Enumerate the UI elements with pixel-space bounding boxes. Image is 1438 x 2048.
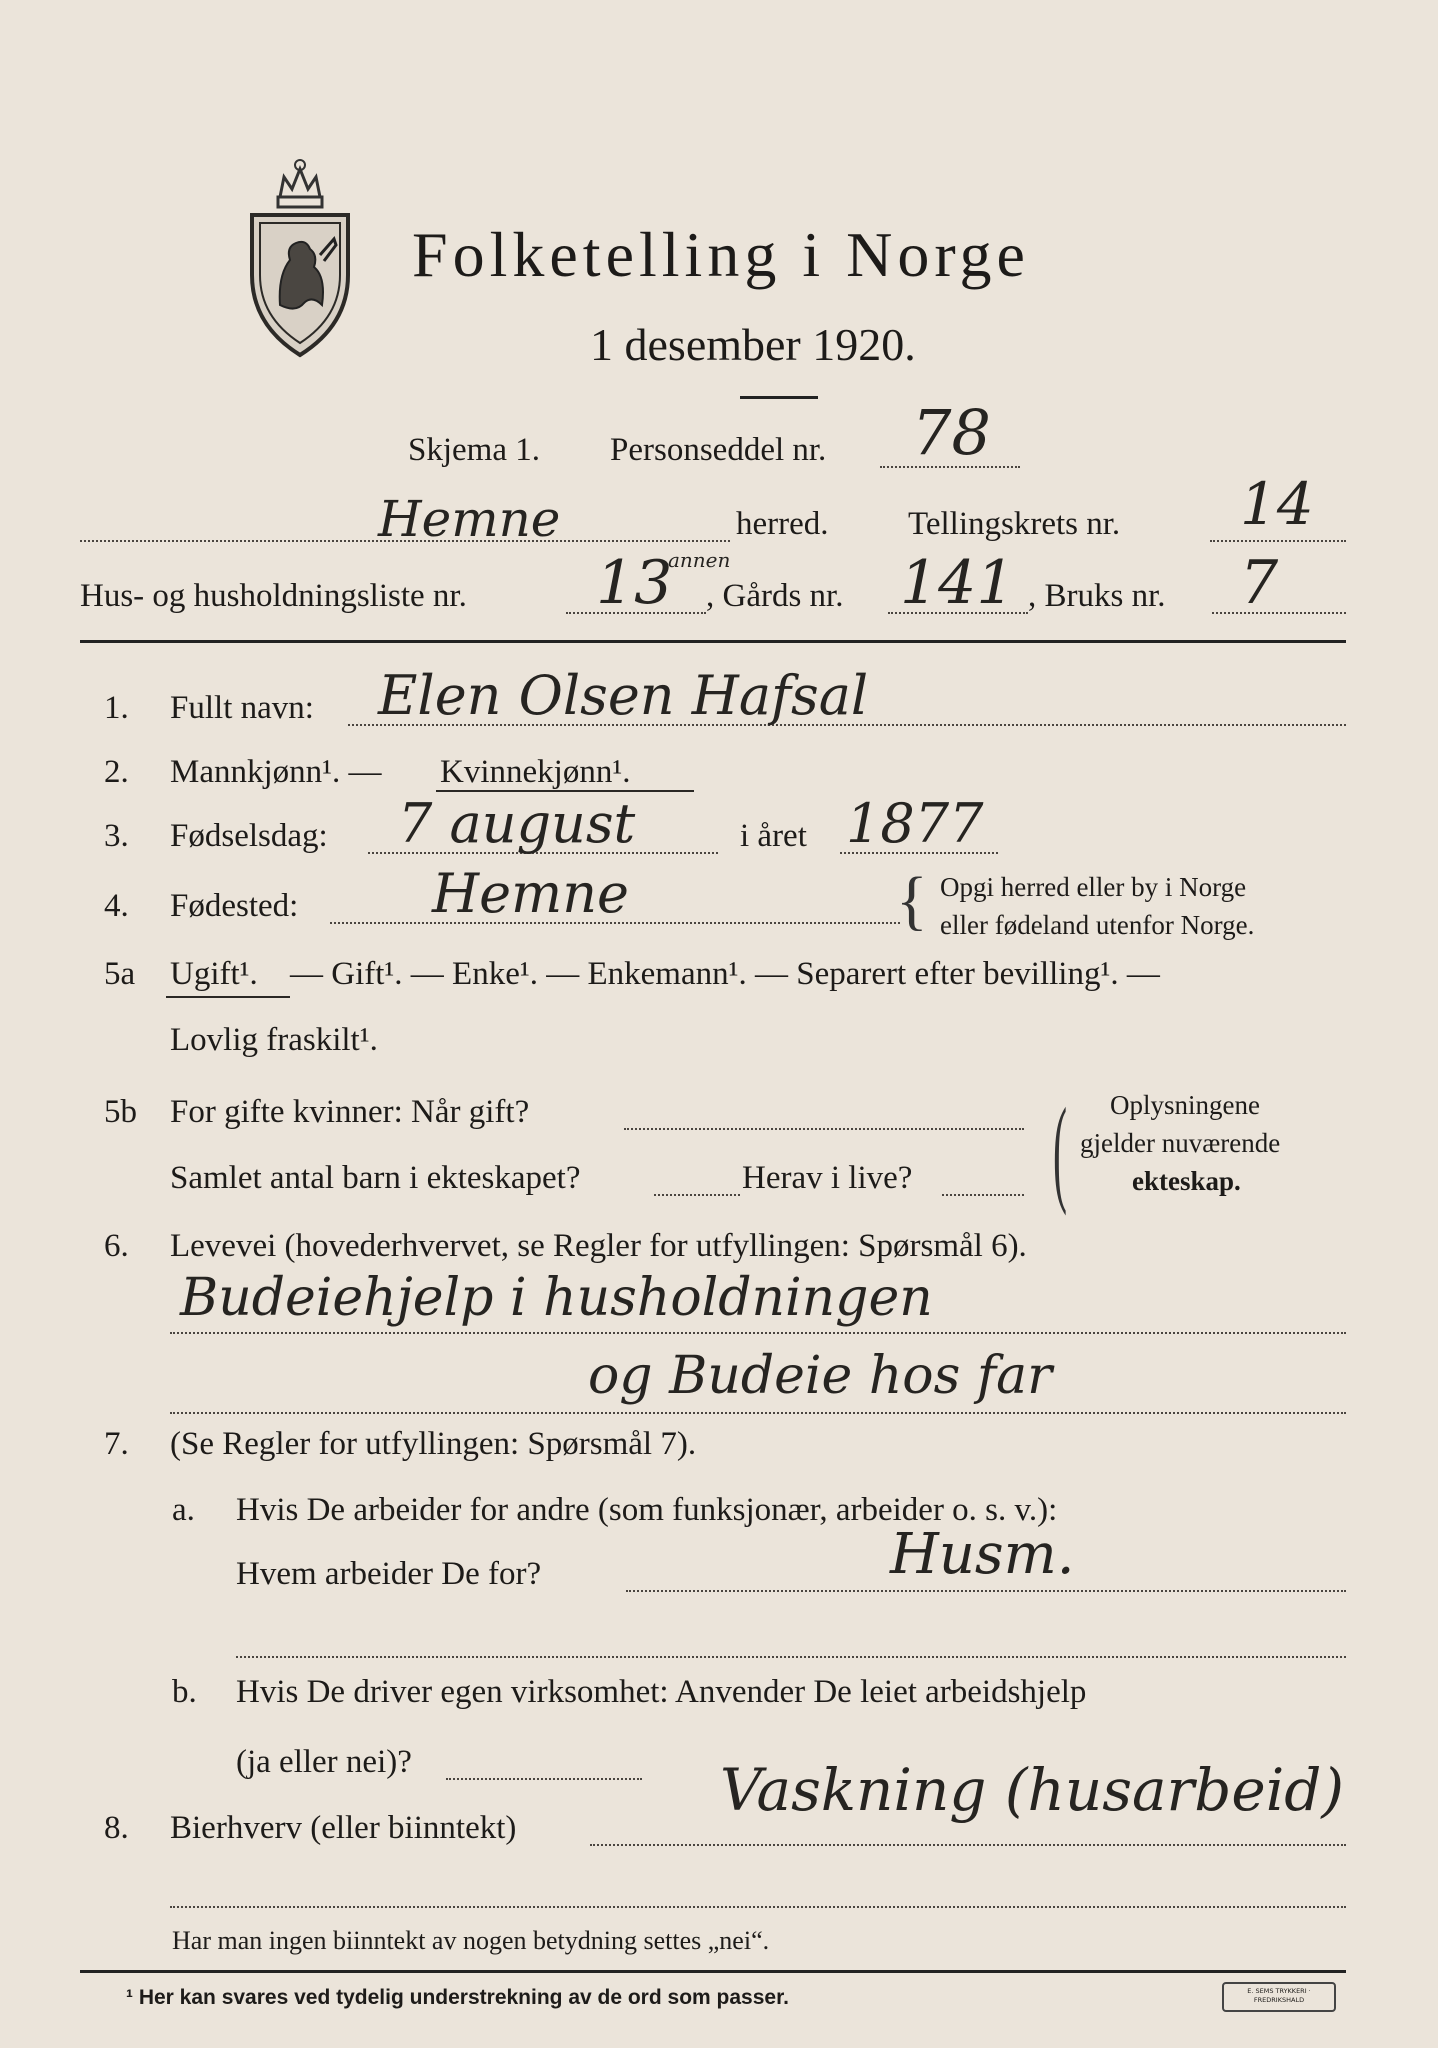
tellingskrets-value: 14 — [1240, 470, 1314, 538]
personseddel-label: Personseddel nr. — [610, 432, 827, 468]
footer-rule — [80, 1970, 1346, 1973]
q5b-alive-field-line — [942, 1194, 1024, 1196]
footnote: ¹ Her kan svares ved tydelig understrekning av de ord som passer. — [126, 1986, 789, 2009]
q5b-married-when-label: For gifte kvinner: Når gift? — [170, 1094, 530, 1130]
q3-day-value: 7 august — [398, 792, 636, 855]
q4-note-brace: { — [896, 864, 928, 937]
q8-value: Vaskning (husarbeid) — [720, 1756, 1345, 1824]
herred-value: Hemne — [378, 490, 561, 548]
q7a-letter: a. — [172, 1492, 195, 1528]
q5b-children-field-line — [654, 1194, 740, 1196]
q2-female-option: Kvinnekjønn¹. — [440, 754, 631, 790]
bruks-field-line — [1212, 612, 1346, 614]
q5b-alive-label: Herav i live? — [742, 1160, 913, 1196]
q7-label: (Se Regler for utfyllingen: Spørsmål 7). — [170, 1426, 697, 1462]
q4-number: 4. — [104, 888, 129, 924]
q1-label: Fullt navn: — [170, 690, 314, 726]
q4-label: Fødested: — [170, 888, 299, 924]
q7b-field-line — [446, 1778, 642, 1780]
q7a-question: Hvis De arbeider for andre (som funksjonær, arbeider o. s. v.): — [236, 1492, 1058, 1528]
q8-label: Bierhverv (eller biinntekt) — [170, 1810, 517, 1846]
q8-extra-field-line — [170, 1906, 1346, 1908]
q3-year-value: 1877 — [846, 792, 984, 855]
form-title: Folketelling i Norge — [412, 219, 1030, 290]
q5a-unmarried-underline — [166, 996, 290, 998]
tellingskrets-label: Tellingskrets nr. — [908, 506, 1121, 542]
q7a-employer-field-line — [626, 1590, 1346, 1592]
q3-number: 3. — [104, 818, 129, 854]
q6-value-line1: Budeiehjelp i husholdningen — [180, 1268, 933, 1328]
q8-field-line — [590, 1844, 1346, 1846]
q7a-extra-field-line — [236, 1656, 1346, 1658]
household-list-label: Hus- og husholdningsliste nr. — [80, 578, 467, 614]
q7a-employer-label: Hvem arbeider De for? — [236, 1556, 542, 1592]
q7-number: 7. — [104, 1426, 129, 1462]
q5a-divorced-option: Lovlig fraskilt¹. — [170, 1022, 378, 1058]
footer-note: Har man ingen biinntekt av nogen betydning settes „nei“. — [172, 1926, 770, 1955]
q4-note-line2: eller fødeland utenfor Norge. — [940, 910, 1255, 940]
q6-value-line2: og Budeie hos far — [588, 1346, 1052, 1406]
q5b-note-line3: ekteskap. — [1132, 1166, 1241, 1196]
q6-label: Levevei (hovederhvervet, se Regler for utfyllingen: Spørsmål 6). — [170, 1228, 1027, 1264]
q3-year-label: i året — [740, 818, 807, 854]
title-divider — [740, 396, 818, 399]
q4-value: Hemne — [432, 862, 629, 925]
q3-label: Fødselsdag: — [170, 818, 328, 854]
q6-field-line-1 — [170, 1332, 1346, 1334]
q7b-letter: b. — [172, 1674, 197, 1710]
q2-male-option: Mannkjønn¹. — — [170, 754, 382, 790]
q2-number: 2. — [104, 754, 129, 790]
q7a-employer-value: Husm. — [890, 1522, 1075, 1587]
q5b-note-brace: ( — [1052, 1083, 1067, 1216]
gards-value: 141 — [900, 548, 1015, 618]
q5a-other-options: — Gift¹. — Enke¹. — Enkemann¹. — Separert efter bevilling¹. — — [290, 956, 1160, 992]
coat-of-arms-icon — [240, 155, 360, 365]
q5b-number: 5b — [104, 1094, 137, 1130]
q5b-children-label: Samlet antal barn i ekteskapet? — [170, 1160, 581, 1196]
q6-number: 6. — [104, 1228, 129, 1264]
schema-label: Skjema 1. — [408, 432, 540, 468]
q8-number: 8. — [104, 1810, 129, 1846]
q1-value: Elen Olsen Hafsal — [378, 664, 869, 727]
q7b-question: Hvis De driver egen virksomhet: Anvender De leiet arbeidshjelp — [236, 1674, 1087, 1710]
personseddel-value: 78 — [912, 396, 991, 469]
q5b-note-line1: Oplysningene — [1110, 1090, 1260, 1120]
printer-mark-text: E. SEMS TRYKKERI · FREDRIKSHALD — [1247, 1987, 1311, 2004]
household-list-value: 13 — [596, 548, 673, 618]
q5a-unmarried-option: Ugift¹. — [170, 956, 258, 992]
q4-note-line1: Opgi herred eller by i Norge — [940, 872, 1247, 902]
q7b-yes-no-label: (ja eller nei)? — [236, 1744, 412, 1780]
q5b-note-line2: gjelder nuværende — [1080, 1128, 1281, 1158]
gards-label: , Gårds nr. — [706, 578, 844, 614]
q6-field-line-2 — [170, 1412, 1346, 1414]
printer-mark — [1222, 1982, 1336, 2012]
q5a-number: 5a — [104, 956, 136, 992]
tellingskrets-field-line — [1210, 540, 1346, 542]
q1-number: 1. — [104, 690, 129, 726]
census-date: 1 desember 1920. — [590, 319, 916, 370]
q5b-married-when-field-line — [624, 1128, 1024, 1130]
herred-label: herred. — [736, 506, 829, 542]
header-rule — [80, 640, 1346, 643]
bruks-value: 7 — [1240, 548, 1279, 618]
bruks-label: , Bruks nr. — [1028, 578, 1166, 614]
household-list-note: annen — [668, 548, 731, 572]
